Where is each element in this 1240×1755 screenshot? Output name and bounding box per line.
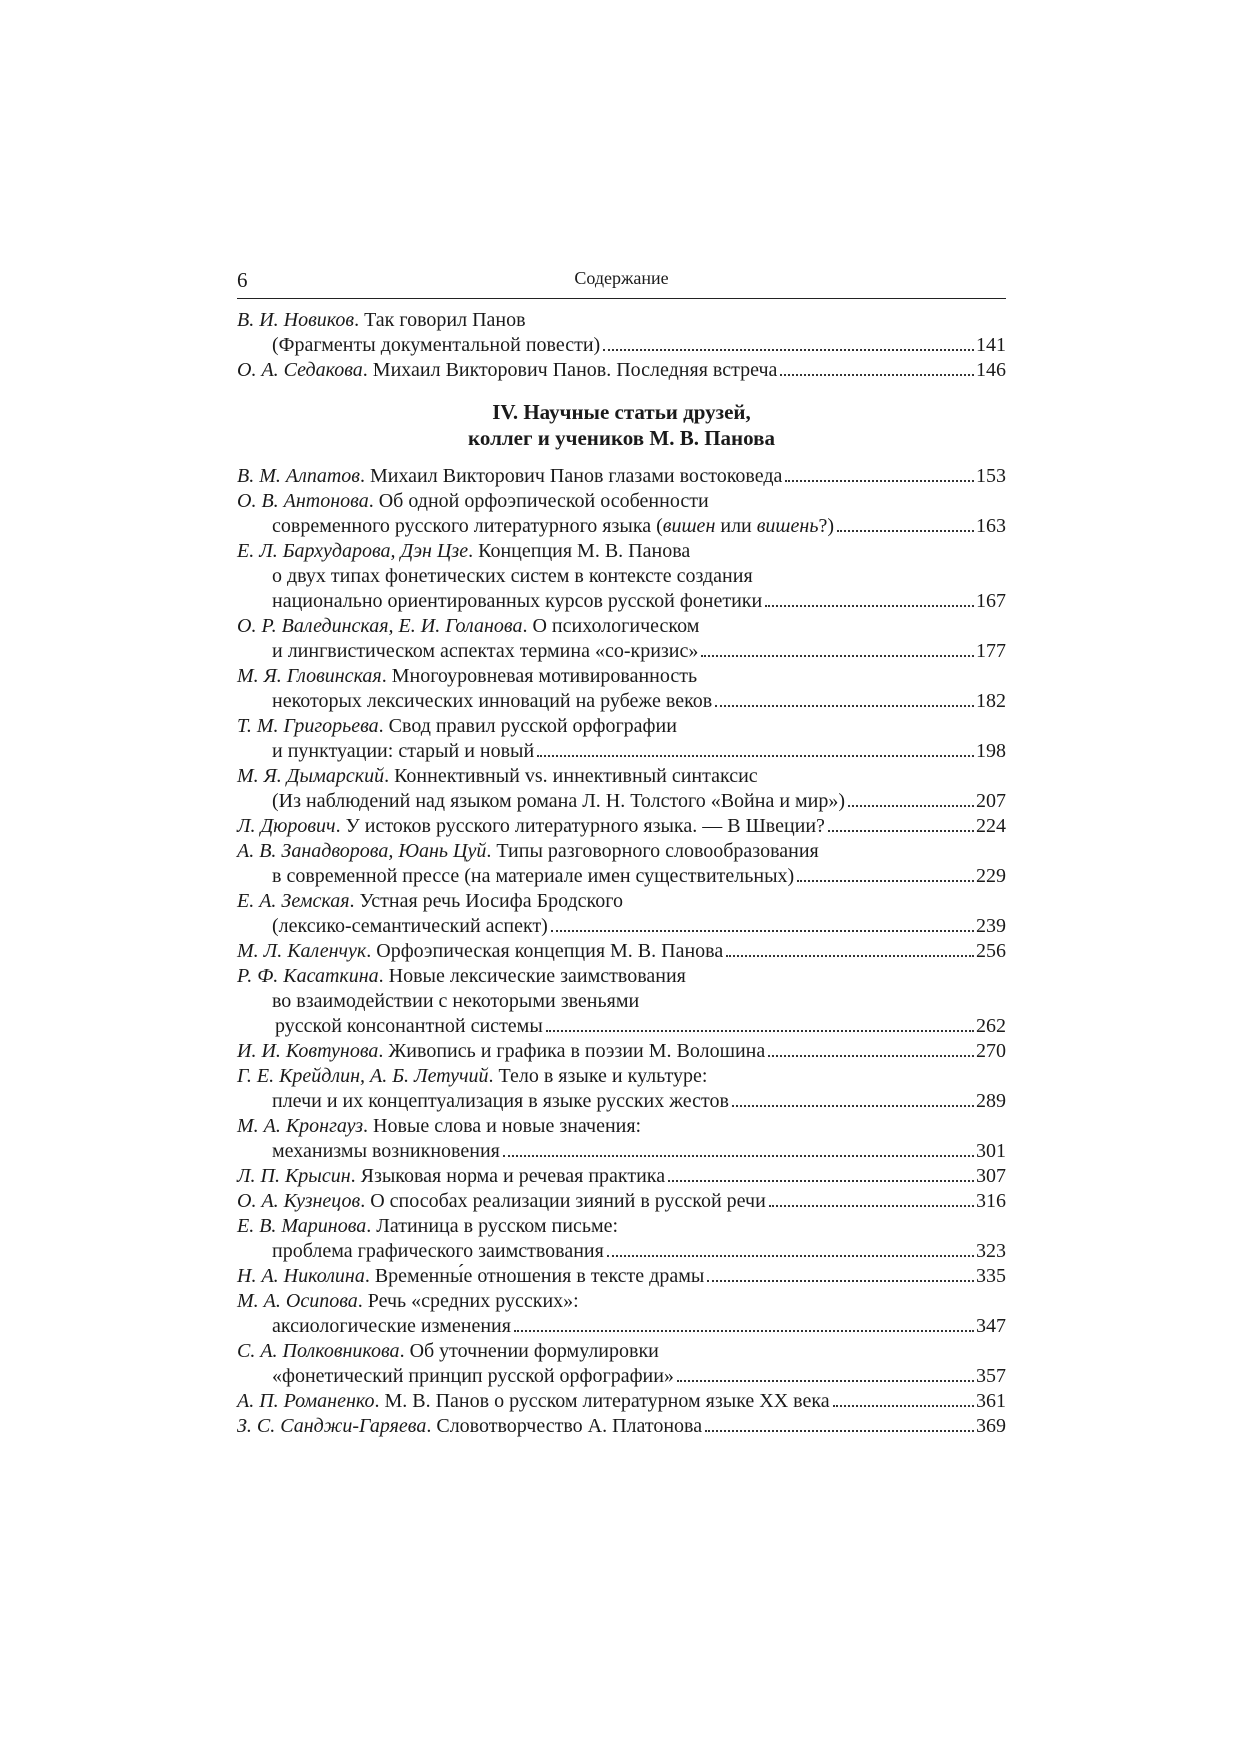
entry-title: Так говорил Панов bbox=[364, 309, 526, 331]
entry-title: Живопись и графика в поэзии М. Волошина bbox=[388, 1040, 766, 1062]
leader-dots bbox=[837, 530, 974, 532]
entry-title-cont: или bbox=[715, 515, 757, 537]
entry-author: О. А. Кузнецов bbox=[237, 1190, 361, 1212]
entry-title-cont: проблема графического заимствования bbox=[272, 1240, 604, 1262]
entry-title: Коннективный vs. иннективный синтаксис bbox=[394, 765, 758, 787]
entry-author: Л. Дюрович bbox=[237, 815, 336, 837]
page-number: 6 bbox=[237, 268, 248, 292]
table-of-contents bbox=[237, 308, 1006, 1439]
entry-page: 357 bbox=[976, 1365, 1006, 1387]
entry-title-cont: «фонетический принцип русской орфографии» bbox=[272, 1365, 674, 1387]
entry-author: Р. Ф. Касаткина bbox=[237, 965, 379, 987]
leader-dots bbox=[769, 1205, 974, 1207]
toc-entry: О. А. Седакова . Михаил Викторович Панов. Последняя встреча 146 bbox=[237, 359, 1006, 381]
entry-author: З. С. Санджи-Гаряева bbox=[237, 1415, 427, 1437]
leader-dots bbox=[677, 1380, 974, 1382]
entry-page: 289 bbox=[976, 1090, 1006, 1112]
entry-author: О. В. Антонова bbox=[237, 490, 369, 512]
toc-entry: З. С. Санджи-Гаряева . Словотворчество А. Платонова 369 bbox=[237, 1415, 1006, 1437]
entry-author: М. А. Кронгауз bbox=[237, 1115, 364, 1137]
entry-author: Е. А. Земская bbox=[237, 890, 350, 912]
entry-page: 262 bbox=[976, 1015, 1006, 1037]
toc-entry: А. П. Романенко . М. В. Панов о русском литературном языке XX века 361 bbox=[237, 1390, 1006, 1412]
leader-dots bbox=[797, 880, 974, 882]
entry-author: И. И. Ковтунова bbox=[237, 1040, 379, 1062]
entry-page: 369 bbox=[976, 1415, 1006, 1437]
toc-entry: М. Я. Дымарский . Коннективный vs. иннективный синтаксис (Из наблюдений над языком романа Л. Н. Толстого «Война и мир») 207 bbox=[237, 765, 1006, 812]
toc-entry: Л. Дюрович . У истоков русского литературного языка. — В Швеции? 224 bbox=[237, 815, 1006, 837]
toc-entry: М. А. Кронгауз . Новые слова и новые значения: механизмы возникновения 301 bbox=[237, 1115, 1006, 1162]
entry-author: Л. П. Крысин bbox=[237, 1165, 351, 1187]
toc-entry: О. В. Антонова . Об одной орфоэпической особенности современного русского литературного языка ( вишен или вишень ?) 163 bbox=[237, 490, 1006, 537]
entry-page: 141 bbox=[976, 334, 1006, 356]
entry-title: Концепция М. В. Панова bbox=[478, 540, 691, 562]
entry-title-cont: во взаимодействии с некоторыми звеньями bbox=[272, 990, 640, 1012]
entry-author: М. Я. Дымарский bbox=[237, 765, 385, 787]
leader-dots bbox=[503, 1155, 974, 1157]
entry-author: М. А. Осипова bbox=[237, 1290, 358, 1312]
entry-title-cont: современного русского литературного языка ( bbox=[272, 515, 663, 537]
toc-entry: С. А. Полковникова . Об уточнении формулировки «фонетический принцип русской орфографии» 357 bbox=[237, 1340, 1006, 1387]
entry-title-cont: и пунктуации: старый и новый bbox=[272, 740, 535, 762]
toc-entry: Н. А. Николина . Временны́е отношения в тексте драмы 335 bbox=[237, 1265, 1006, 1287]
entry-title-cont: (Фрагменты документальной повести) bbox=[272, 334, 601, 356]
toc-entry: Е. В. Маринова . Латиница в русском письме: проблема графического заимствования 323 bbox=[237, 1215, 1006, 1262]
toc-entry: В. М. Алпатов . Михаил Викторович Панов глазами востоковеда 153 bbox=[237, 465, 1006, 487]
entry-page: 163 bbox=[976, 515, 1006, 537]
toc-entry: О. Р. Валединская, Е. И. Голанова . О психологическом и лингвистическом аспектах термина «со-кризис» 177 bbox=[237, 615, 1006, 662]
entry-title: У истоков русского литературного языка. — В Швеции? bbox=[345, 815, 825, 837]
entry-page: 301 bbox=[976, 1140, 1006, 1162]
entry-title: Языковая норма и речевая практика bbox=[360, 1165, 666, 1187]
entry-page: 239 bbox=[976, 915, 1006, 937]
leader-dots bbox=[726, 955, 974, 957]
entry-title-cont: русской консонантной системы bbox=[275, 1015, 543, 1037]
entry-page: 146 bbox=[976, 359, 1006, 381]
toc-entry: И. И. Ковтунова . Живопись и графика в поэзии М. Волошина 270 bbox=[237, 1040, 1006, 1062]
running-title: Содержание bbox=[574, 268, 669, 288]
toc-entry: Е. А. Земская . Устная речь Иосифа Бродского (лексико-семантический аспект) 239 bbox=[237, 890, 1006, 937]
entry-page: 323 bbox=[976, 1240, 1006, 1262]
entry-page: 347 bbox=[976, 1315, 1006, 1337]
entry-title-cont: (Из наблюдений над языком романа Л. Н. Толстого «Война и мир») bbox=[272, 790, 846, 812]
entry-title: Многоуровневая мотивированность bbox=[391, 665, 698, 687]
page-header bbox=[237, 268, 1006, 298]
leader-dots bbox=[514, 1330, 974, 1332]
entry-author: А. П. Романенко bbox=[237, 1390, 375, 1412]
entry-title: Типы разговорного словообразования bbox=[496, 840, 819, 862]
entry-title-cont: механизмы возникновения bbox=[272, 1140, 500, 1162]
entry-page: 307 bbox=[976, 1165, 1006, 1187]
leader-dots bbox=[546, 1030, 974, 1032]
leader-dots bbox=[707, 1280, 974, 1282]
toc-entry: Р. Ф. Касаткина . Новые лексические заимствования во взаимодействии с некоторыми звеньями русской консонантной системы 262 bbox=[237, 965, 1006, 1037]
entry-author: М. Л. Каленчук bbox=[237, 940, 367, 962]
entry-author: О. А. Седакова bbox=[237, 359, 363, 381]
leader-dots bbox=[828, 830, 974, 832]
entry-title-cont: в современной прессе (на материале имен существительных) bbox=[272, 865, 795, 887]
entry-title: Об уточнении формулировки bbox=[409, 1340, 659, 1362]
leader-dots bbox=[768, 1055, 974, 1057]
toc-entry: В. И. Новиков . Так говорил Панов (Фрагменты документальной повести) 141 bbox=[237, 309, 1006, 356]
leader-dots bbox=[848, 805, 974, 807]
entry-author: В. М. Алпатов bbox=[237, 465, 360, 487]
entry-author: Т. М. Григорьева bbox=[237, 715, 379, 737]
entry-author: О. Р. Валединская, Е. И. Голанова bbox=[237, 615, 523, 637]
entry-title: Словотворчество А. Платонова bbox=[436, 1415, 703, 1437]
entry-author: В. И. Новиков bbox=[237, 309, 355, 331]
entry-title: Новые слова и новые значения: bbox=[373, 1115, 642, 1137]
entry-title: Латиница в русском письме: bbox=[376, 1215, 619, 1237]
entry-page: 224 bbox=[976, 815, 1006, 837]
entry-title: О психологическом bbox=[532, 615, 700, 637]
entry-page: 256 bbox=[976, 940, 1006, 962]
entry-title: Свод правил русской орфографии bbox=[388, 715, 677, 737]
header-rule bbox=[237, 298, 1006, 299]
entry-title: Орфоэпическая концепция М. В. Панова bbox=[376, 940, 724, 962]
entry-title: Об одной орфоэпической особенности bbox=[378, 490, 709, 512]
leader-dots bbox=[715, 705, 974, 707]
entry-page: 182 bbox=[976, 690, 1006, 712]
section-heading-line: коллег и учеников М. В. Панова bbox=[468, 426, 775, 450]
toc-entry: О. А. Кузнецов . О способах реализации зияний в русской речи 316 bbox=[237, 1190, 1006, 1212]
entry-author: С. А. Полковникова bbox=[237, 1340, 400, 1362]
entry-title-cont: национально ориентированных курсов русской фонетики bbox=[272, 590, 763, 612]
leader-dots bbox=[668, 1180, 974, 1182]
entry-title-italic: вишень bbox=[756, 515, 819, 537]
entry-page: 316 bbox=[976, 1190, 1006, 1212]
entry-author: М. Я. Гловинская bbox=[237, 665, 382, 687]
leader-dots bbox=[732, 1105, 974, 1107]
entry-page: 270 bbox=[976, 1040, 1006, 1062]
entry-title: Новые лексические заимствования bbox=[388, 965, 686, 987]
entry-title-cont: некоторых лексических инноваций на рубеже веков bbox=[272, 690, 713, 712]
leader-dots bbox=[701, 655, 974, 657]
section-heading bbox=[237, 399, 1006, 451]
toc-entry: А. В. Занадворова, Юань Цуй . Типы разговорного словообразования в современной прессе (на материале имен существительных) 229 bbox=[237, 840, 1006, 887]
leader-dots bbox=[603, 349, 974, 351]
toc-entry: Т. М. Григорьева . Свод правил русской орфографии и пунктуации: старый и новый 198 bbox=[237, 715, 1006, 762]
leader-dots bbox=[833, 1405, 974, 1407]
toc-entry: М. Я. Гловинская . Многоуровневая мотивированность некоторых лексических инноваций на рубеже веков 182 bbox=[237, 665, 1006, 712]
entry-author: А. В. Занадворова, Юань Цуй bbox=[237, 840, 487, 862]
entry-page: 198 bbox=[976, 740, 1006, 762]
entry-author: Е. В. Маринова bbox=[237, 1215, 367, 1237]
entry-title-cont: плечи и их концептуализация в языке русских жестов bbox=[272, 1090, 729, 1112]
entry-title: Михаил Викторович Панов глазами востоковеда bbox=[369, 465, 783, 487]
entry-author: Н. А. Николина bbox=[237, 1265, 365, 1287]
entry-title-cont: (лексико-семантический аспект) bbox=[272, 915, 548, 937]
entry-title-cont: аксиологические изменения bbox=[272, 1315, 511, 1337]
entry-title-cont: о двух типах фонетических систем в контексте создания bbox=[272, 565, 753, 587]
section-heading-line: IV. Научные статьи друзей, bbox=[492, 400, 751, 424]
entry-author: Г. Е. Крейдлин, А. Б. Летучий bbox=[237, 1065, 489, 1087]
toc-entry: М. Л. Каленчук . Орфоэпическая концепция М. В. Панова 256 bbox=[237, 940, 1006, 962]
entry-page: 361 bbox=[976, 1390, 1006, 1412]
entry-title: М. В. Панов о русском литературном языке XX века bbox=[384, 1390, 830, 1412]
entry-title: Речь «средних русских»: bbox=[367, 1290, 579, 1312]
entry-title: Михаил Викторович Панов. Последняя встреча bbox=[372, 359, 778, 381]
toc-entry: Г. Е. Крейдлин, А. Б. Летучий . Тело в языке и культуре: плечи и их концептуализация в языке русских жестов 289 bbox=[237, 1065, 1006, 1112]
toc-entry: Е. Л. Бархударова, Дэн Цзе . Концепция М. В. Панова о двух типах фонетических систем в контексте создания национально ориентированных курсов русской фонетики 167 bbox=[237, 540, 1006, 612]
leader-dots bbox=[780, 374, 974, 376]
leader-dots bbox=[765, 605, 974, 607]
toc-entry: М. А. Осипова . Речь «средних русских»: аксиологические изменения 347 bbox=[237, 1290, 1006, 1337]
entry-page: 207 bbox=[976, 790, 1006, 812]
entry-title-cont: и лингвистическом аспектах термина «со-кризис» bbox=[272, 640, 699, 662]
entry-title: Устная речь Иосифа Бродского bbox=[359, 890, 623, 912]
entry-title: О способах реализации зияний в русской речи bbox=[370, 1190, 766, 1212]
leader-dots bbox=[537, 755, 974, 757]
toc-entry: Л. П. Крысин . Языковая норма и речевая практика 307 bbox=[237, 1165, 1006, 1187]
entry-page: 167 bbox=[976, 590, 1006, 612]
leader-dots bbox=[607, 1255, 974, 1257]
entry-page: 229 bbox=[976, 865, 1006, 887]
entry-title: Временны́е отношения в тексте драмы bbox=[374, 1265, 705, 1287]
entry-title: Тело в языке и культуре: bbox=[498, 1065, 708, 1087]
leader-dots bbox=[551, 930, 974, 932]
entry-page: 153 bbox=[976, 465, 1006, 487]
leader-dots bbox=[705, 1430, 974, 1432]
leader-dots bbox=[785, 480, 974, 482]
entry-title-italic: вишен bbox=[662, 515, 716, 537]
entry-title-cont: ?) bbox=[818, 515, 834, 537]
entry-page: 177 bbox=[976, 640, 1006, 662]
entry-page: 335 bbox=[976, 1265, 1006, 1287]
entry-author: Е. Л. Бархударова, Дэн Цзе bbox=[237, 540, 469, 562]
